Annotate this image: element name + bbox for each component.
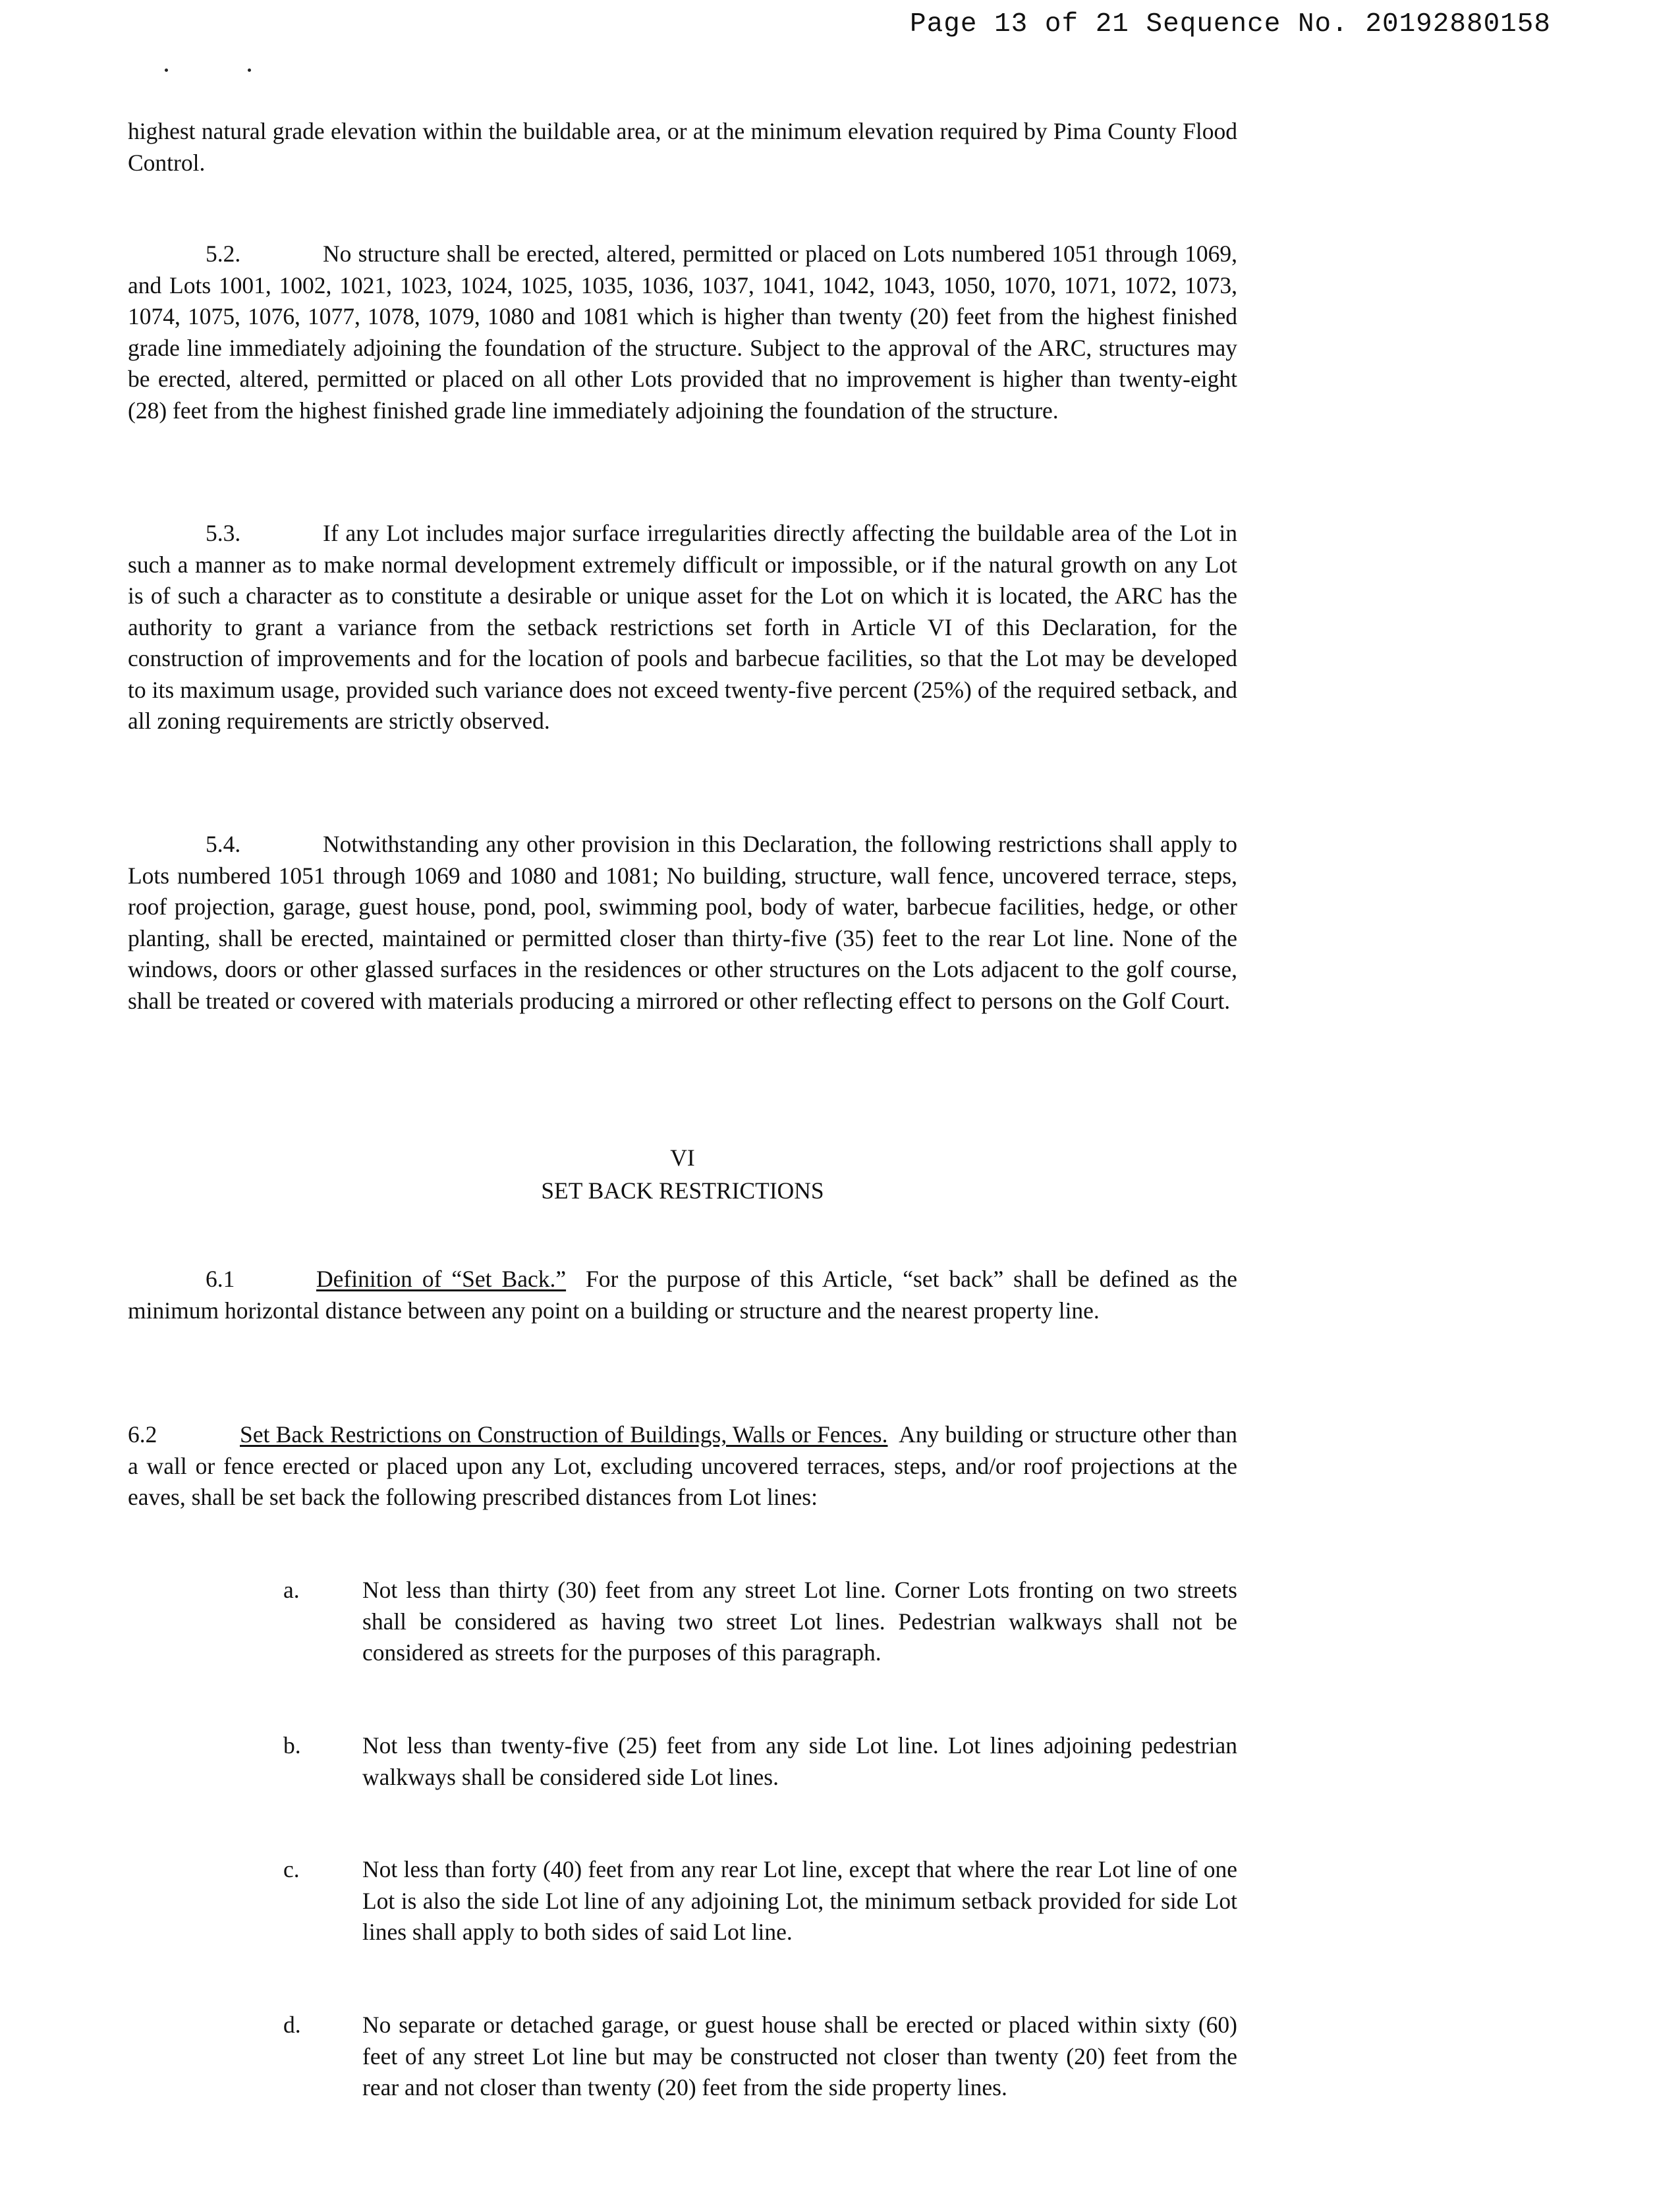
list-item-letter: a. bbox=[283, 1577, 300, 1603]
list-item bbox=[283, 1575, 1237, 1669]
page-sequence-header: Page 13 of 21 Sequence No. 20192880158 bbox=[910, 9, 1551, 40]
section-number: 5.4. bbox=[206, 831, 241, 857]
article-title: SET BACK RESTRICTIONS bbox=[541, 1177, 824, 1204]
section-number: 5.3. bbox=[206, 520, 241, 546]
list-item-text: Not less than twenty-five (25) feet from any side Lot line. Lot lines adjoining pedestrian walkways shall be considered side Lot lines. bbox=[362, 1732, 1237, 1790]
list-item-text: Not less than thirty (30) feet from any street Lot line. Corner Lots fronting on two streets shall be considered as having two street Lot lines. Pedestrian walkways shall not be considered as streets for the purposes of this paragraph. bbox=[362, 1577, 1237, 1666]
section-number: 5.2. bbox=[206, 240, 241, 267]
section-6-2 bbox=[128, 1419, 1237, 1513]
list-item-letter: b. bbox=[283, 1732, 301, 1759]
section-5-4 bbox=[128, 829, 1237, 1017]
list-item bbox=[283, 1730, 1237, 1793]
list-item bbox=[283, 2010, 1237, 2104]
scan-speck bbox=[165, 69, 168, 72]
list-item-letter: d. bbox=[283, 2012, 301, 2038]
scan-speck bbox=[248, 69, 251, 72]
list-item bbox=[283, 1854, 1237, 1948]
section-heading: Set Back Restrictions on Construction of Buildings, Walls or Fences. bbox=[240, 1421, 888, 1448]
section-text: Notwithstanding any other provision in this Declaration, the following restrictions shall apply to Lots numbered 1051 through 1069 and 1080 and 1081; No building, structure, wall fence, uncovered terrace, steps, roof projection, garage, guest house, pond, pool, swimming pool, body of water, barbecue facilities, hedge, or other planting, shall be erected, maintained or permitted closer than thirty-five (35) feet to the rear Lot line. None of the windows, doors or other glassed surfaces in the residences or other structures on the Lots adjacent to the golf course, shall be treated or covered with materials producing a mirrored or other reflecting effect to persons on the Golf Court. bbox=[128, 831, 1237, 1014]
paragraph-text: highest natural grade elevation within the buildable area, or at the minimum elevation required by Pima County Flood Control. bbox=[128, 118, 1237, 176]
list-item-text: Not less than forty (40) feet from any rear Lot line, except that where the rear Lot line of one Lot is also the side Lot line of any adjoining Lot, the minimum setback provided for side Lot lines shall apply to both sides of said Lot line. bbox=[362, 1856, 1237, 1945]
article-heading bbox=[128, 1141, 1237, 1207]
section-number: 6.1 bbox=[206, 1266, 235, 1292]
section-heading: Definition of “Set Back.” bbox=[316, 1266, 567, 1292]
article-number: VI bbox=[670, 1144, 695, 1171]
paragraph-continuation bbox=[128, 116, 1237, 179]
section-5-3 bbox=[128, 518, 1237, 737]
section-6-1 bbox=[128, 1264, 1237, 1326]
section-text: No structure shall be erected, altered, permitted or placed on Lots numbered 1051 through 1069, and Lots 1001, 1002, 1021, 1023, 1024, 1025, 1035, 1036, 1037, 1041, 1042, 1043, 1050, 1070, 1071, 1072, 1073, 1074, 1075, 1076, 1077, 1078, 1079, 1080 and 1081 which is higher than twenty (20) feet from the highest finished grade line immediately adjoining the foundation of the structure. Subject to the approval of the ARC, structures may be erected, altered, permitted or placed on all other Lots provided that no improvement is higher than twenty-eight (28) feet from the highest finished grade line immediately adjoining the foundation of the structure. bbox=[128, 240, 1237, 424]
section-text: For the purpose of this Article, “set back” shall be defined as the minimum horizontal distance between any point on a building or structure and the nearest property line. bbox=[128, 1266, 1238, 1324]
list-item-letter: c. bbox=[283, 1856, 300, 1882]
section-number: 6.2 bbox=[128, 1421, 157, 1448]
section-5-2 bbox=[128, 239, 1237, 426]
list-item-text: No separate or detached garage, or guest house shall be erected or placed within sixty (60) feet of any street Lot line but may be constructed not closer than twenty (20) feet from the rear and not closer than twenty (20) feet from the side property lines. bbox=[362, 2012, 1237, 2101]
section-text: Any building or structure other than a wall or fence erected or placed upon any Lot, excluding uncovered terraces, steps, and/or roof projections at the eaves, shall be set back the following prescribed distances from Lot lines: bbox=[128, 1421, 1238, 1510]
section-text: If any Lot includes major surface irregularities directly affecting the buildable area of the Lot in such a manner as to make normal development extremely difficult or impossible, or if the natural growth on any Lot is of such a character as to constitute a desirable or unique asset for the Lot on which it is located, the ARC has the authority to grant a variance from the setback restrictions set forth in Article VI of this Declaration, for the construction of improvements and for the location of pools and barbecue facilities, so that the Lot may be developed to its maximum usage, provided such variance does not exceed twenty-five percent (25%) of the required setback, and all zoning requirements are strictly observed. bbox=[128, 520, 1237, 734]
